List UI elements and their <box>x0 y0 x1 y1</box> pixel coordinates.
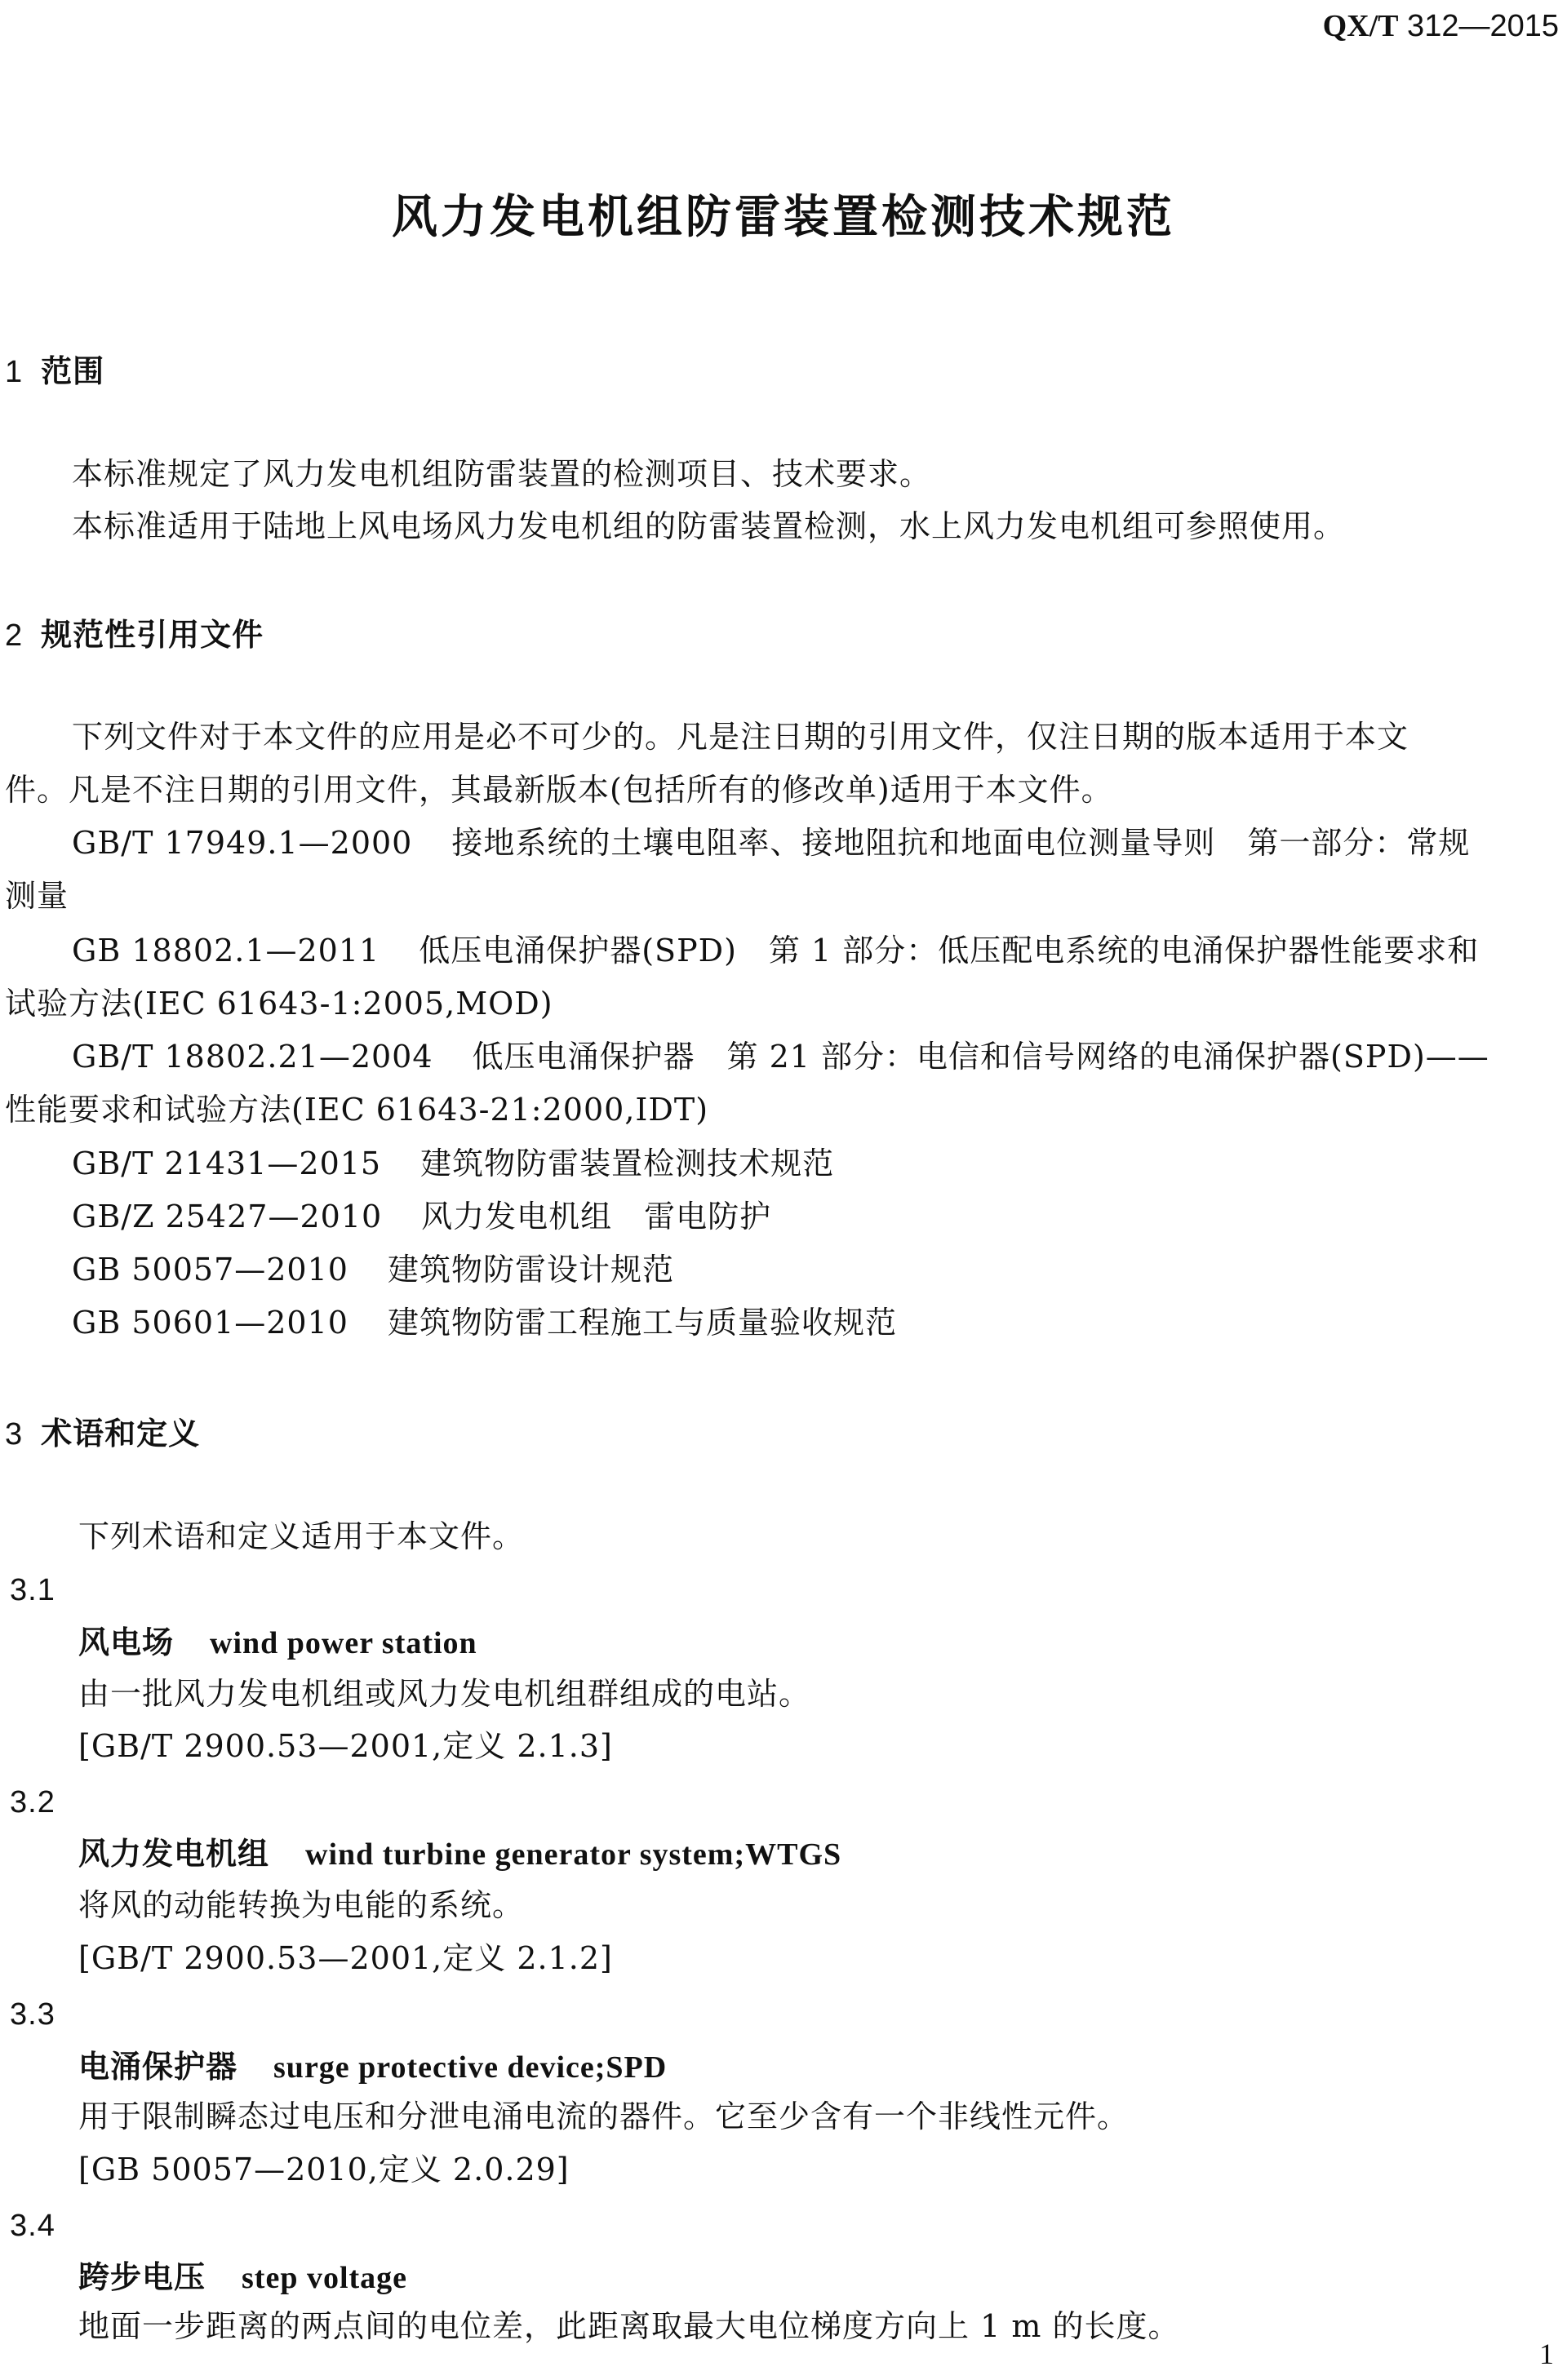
term-source: [GB 50057—2010,定义 2.0.29] <box>78 2152 570 2187</box>
term-zh: 风电场 <box>78 1624 175 1660</box>
term-zh: 风力发电机组 <box>78 1836 270 1872</box>
reference-code: GB 50601—2010 <box>72 1305 348 1341</box>
reference-item <box>72 1143 834 1184</box>
reference-item <box>72 822 1470 863</box>
term-number: 3.1 <box>10 1573 55 1607</box>
term-definition: 将风的动能转换为电能的系统。 <box>78 1887 525 1923</box>
paragraph: 本标准规定了风力发电机组防雷装置的检测项目、技术要求。 <box>72 456 932 492</box>
standard-code: 312—2015 <box>1398 9 1559 43</box>
term-definition: 用于限制瞬态过电压和分泄电涌电流的器件。它至少含有一个非线性元件。 <box>78 2099 1130 2134</box>
term-number: 3.3 <box>10 1997 55 2032</box>
section-3-heading <box>5 1413 200 1455</box>
term-source: [GB/T 2900.53—2001,定义 2.1.2] <box>78 1940 613 1976</box>
standard-number <box>1323 7 1559 46</box>
page-number: 1 <box>1539 2338 1554 2370</box>
section-title: 规范性引用文件 <box>41 617 264 653</box>
reference-title: 低压电涌保护器(SPD) 第 1 部分：低压配电系统的电涌保护器性能要求和 <box>419 933 1480 968</box>
reference-title: 建筑物防雷设计规范 <box>387 1252 674 1288</box>
reference-code: GB 50057—2010 <box>72 1252 348 1288</box>
paragraph: 下列术语和定义适用于本文件。 <box>78 1518 525 1554</box>
paragraph: 下列文件对于本文件的应用是必不可少的。凡是注日期的引用文件，仅注日期的版本适用于本文 <box>72 719 1409 755</box>
reference-item <box>72 1196 771 1237</box>
paragraph: 本标准适用于陆地上风电场风力发电机组的防雷装置检测，水上风力发电机组可参照使用。 <box>72 508 1346 544</box>
reference-code: GB/Z 25427—2010 <box>72 1199 383 1234</box>
term-en: step voltage <box>242 2261 408 2295</box>
reference-title: 建筑物防雷装置检测技术规范 <box>420 1146 835 1181</box>
term-zh: 跨步电压 <box>78 2259 206 2295</box>
reference-code: GB/T 18802.21—2004 <box>72 1039 433 1075</box>
term-zh: 电涌保护器 <box>78 2049 238 2085</box>
term-entry <box>78 1622 477 1664</box>
reference-title: 接地系统的土壤电阻率、接地阻抗和地面电位测量导则 第一部分：常规 <box>451 825 1471 861</box>
reference-continuation: 测量 <box>5 878 69 914</box>
term-number: 3.4 <box>10 2209 55 2243</box>
term-en: surge protective device;SPD <box>273 2050 668 2085</box>
reference-item <box>72 930 1479 971</box>
section-number: 3 <box>5 1417 24 1451</box>
section-number: 2 <box>5 618 24 653</box>
paragraph-continuation: 件。凡是不注日期的引用文件，其最新版本(包括所有的修改单)适用于本文件。 <box>5 772 1113 808</box>
term-en: wind turbine generator system;WTGS <box>305 1837 842 1872</box>
reference-code: GB 18802.1—2011 <box>72 933 380 968</box>
reference-item <box>72 1249 674 1290</box>
reference-title: 建筑物防雷工程施工与质量验收规范 <box>387 1305 897 1341</box>
section-number: 1 <box>5 355 24 389</box>
reference-title: 风力发电机组 雷电防护 <box>421 1199 772 1234</box>
section-1-heading <box>5 351 104 392</box>
reference-code: GB/T 21431—2015 <box>72 1146 382 1181</box>
reference-title: 低压电涌保护器 第 21 部分：电信和信号网络的电涌保护器(SPD)—— <box>472 1039 1489 1075</box>
term-en: wind power station <box>210 1626 477 1660</box>
reference-continuation: 性能要求和试验方法(IEC 61643-21:2000,IDT) <box>5 1092 709 1128</box>
section-2-heading <box>5 614 264 656</box>
term-definition: 地面一步距离的两点间的电位差，此距离取最大电位梯度方向上 1 m 的长度。 <box>78 2308 1180 2344</box>
term-entry <box>78 2046 667 2088</box>
reference-item <box>72 1302 897 1343</box>
standard-prefix: QX/T <box>1322 9 1399 43</box>
term-number: 3.2 <box>10 1785 55 1819</box>
term-entry <box>78 2257 407 2298</box>
term-source: [GB/T 2900.53—2001,定义 2.1.3] <box>78 1728 613 1764</box>
document-title: 风力发电机组防雷装置检测技术规范 <box>392 191 1175 244</box>
reference-item <box>72 1036 1489 1077</box>
reference-continuation: 试验方法(IEC 61643-1:2005,MOD) <box>5 986 553 1022</box>
term-definition: 由一批风力发电机组或风力发电机组群组成的电站。 <box>78 1676 811 1712</box>
section-title: 术语和定义 <box>41 1416 201 1451</box>
section-title: 范围 <box>41 353 105 389</box>
reference-code: GB/T 17949.1—2000 <box>72 825 413 861</box>
term-entry <box>78 1833 841 1875</box>
